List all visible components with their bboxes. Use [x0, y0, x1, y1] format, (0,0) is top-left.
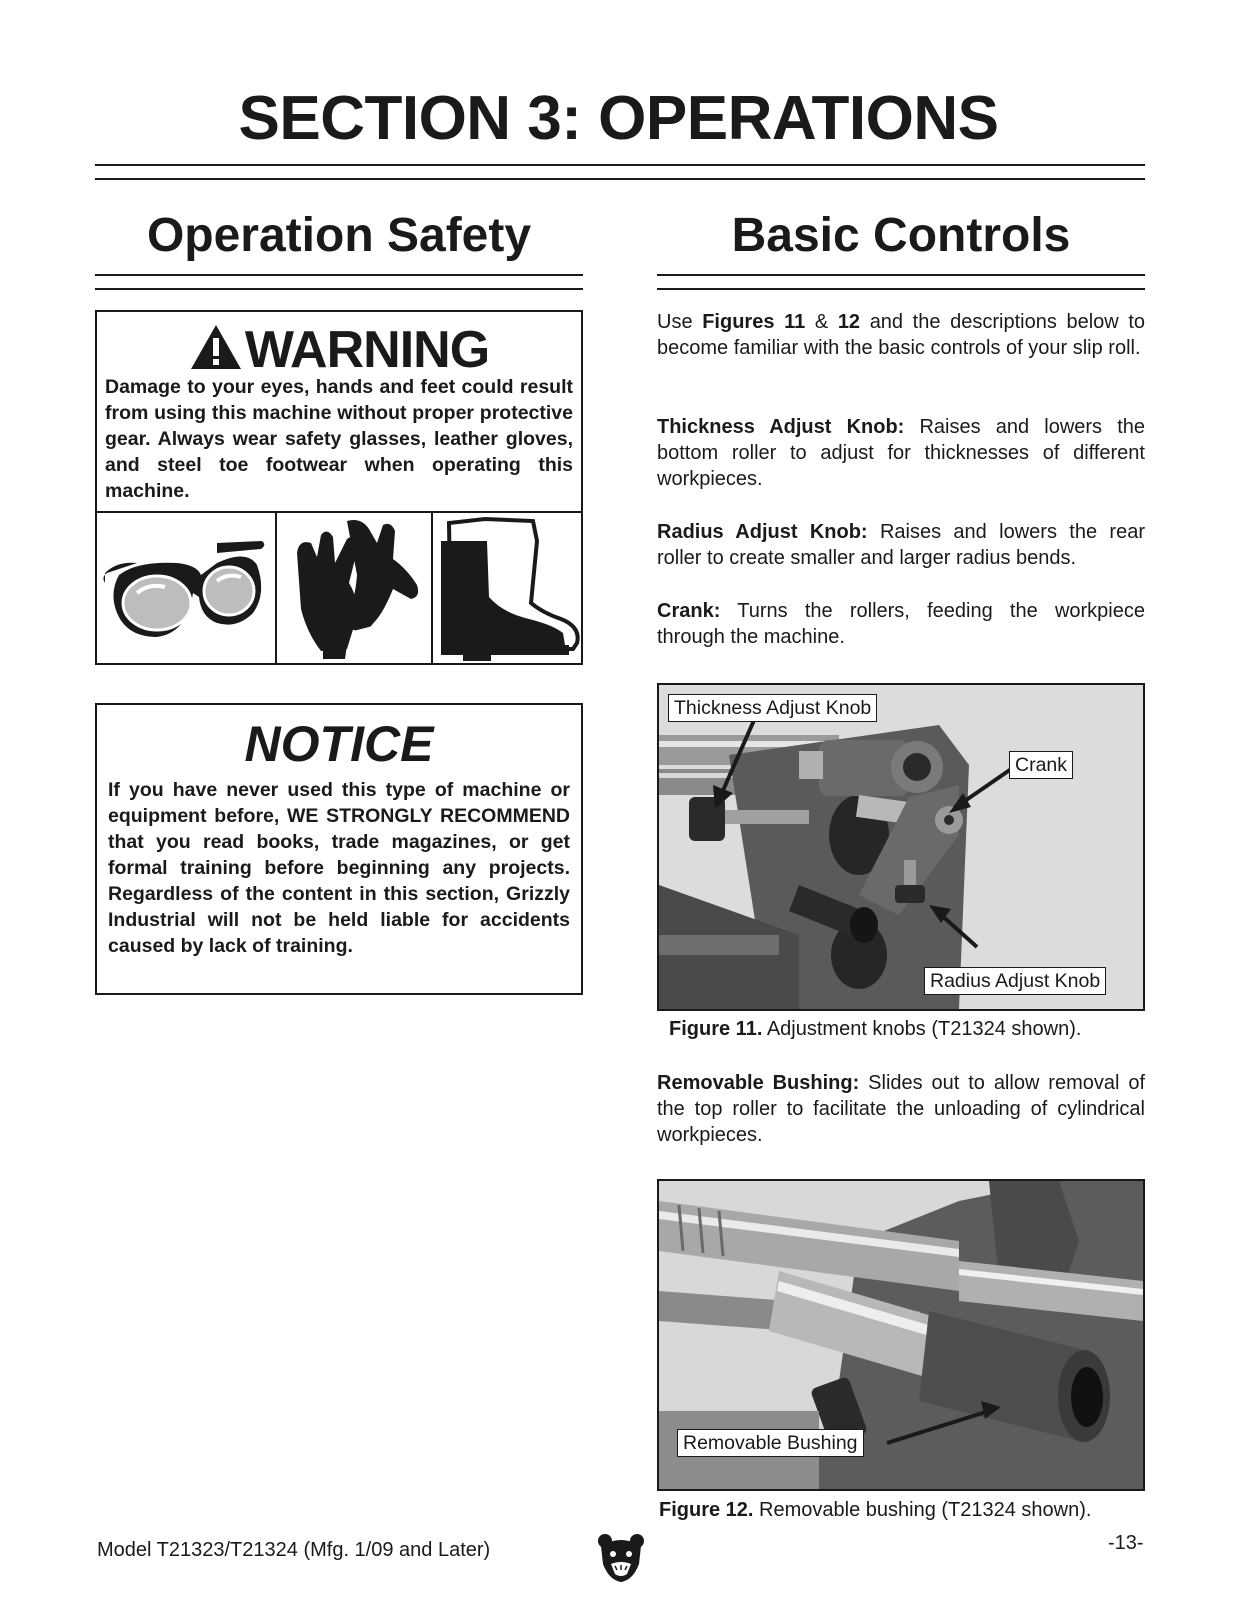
safety-glasses-icon: [97, 513, 271, 663]
intro-text-amp: &: [805, 311, 838, 333]
figure-12-caption-text: Removable bushing (T21324 shown).: [753, 1499, 1092, 1521]
notice-text: If you have never used this type of machine or equipment before, WE STRONGLY RECOMMEND that you read books, trade magazines, or get formal training before beginning any projects. Regardless of the content in this section, Grizzly Industrial will not be held liable for accidents caused by lack of training.: [108, 779, 570, 957]
ppe-cell-glasses: [97, 513, 275, 663]
intro-figure-ref-a: Figures 11: [702, 311, 806, 333]
warning-title: [97, 318, 581, 382]
slip-roll-knobs-illustration: [659, 685, 1143, 1009]
footer-page-number: -13-: [1108, 1532, 1144, 1554]
steel-toe-boot-icon: [433, 513, 583, 663]
removable-bushing-paragraph: [657, 1070, 1145, 1148]
figure-11-image: [657, 683, 1145, 1011]
intro-figure-ref-b: 12: [837, 311, 861, 333]
right-heading-rule-top: [657, 274, 1145, 276]
ppe-cell-boot: [431, 513, 581, 663]
crank-desc: Turns the rollers, feeding the workpiece through the machine.: [657, 600, 1145, 648]
page-title: SECTION 3: OPERATIONS: [238, 84, 999, 153]
thickness-knob-term: Thickness Adjust Knob:: [657, 416, 905, 438]
notice-box: [95, 703, 583, 995]
grizzly-bear-logo-icon: [597, 1532, 645, 1584]
left-heading-rule-top: [95, 274, 583, 276]
figure-11-caption-text: Adjustment knobs (T21324 shown).: [762, 1018, 1082, 1040]
ppe-cell-gloves: [275, 513, 431, 663]
figure-11-label: Figure 11.: [669, 1018, 763, 1040]
figure-11-caption: [669, 1016, 1081, 1042]
callout-radius-adjust-knob: Radius Adjust Knob: [924, 967, 1106, 995]
callout-crank: Crank: [1009, 751, 1073, 779]
thickness-knob-desc: Raises and lowers the bottom roller to adjust for thicknesses of different workpieces.: [657, 416, 1146, 490]
warning-text: Damage to your eyes, hands and feet could result from using this machine without proper protective gear. Always wear safety glasses, leather gloves, and steel toe footwear when operating this machine.: [105, 376, 573, 502]
intro-paragraph: [657, 309, 1145, 361]
removable-bushing-desc: Slides out to allow removal of the top roller to facilitate the unloading of cylindrical workpieces.: [657, 1072, 1145, 1146]
radius-knob-paragraph: [657, 519, 1145, 571]
left-heading-rule-bottom: [95, 288, 583, 290]
title-rule-bottom: [95, 178, 1145, 180]
basic-controls-heading: Basic Controls: [731, 209, 1071, 262]
title-rule-top: [95, 164, 1145, 166]
figure-12-image: [657, 1179, 1145, 1491]
crank-paragraph: [657, 598, 1145, 650]
figure-12-label: Figure 12.: [659, 1499, 754, 1521]
notice-title: NOTICE: [244, 716, 434, 772]
radius-knob-desc: Raises and lowers the rear roller to create smaller and larger radius bends.: [657, 521, 1145, 569]
warning-title-text: WARNING: [244, 321, 490, 379]
callout-removable-bushing: Removable Bushing: [677, 1429, 864, 1457]
radius-knob-term: Radius Adjust Knob:: [657, 521, 868, 543]
warning-triangle-icon: [189, 323, 243, 371]
figure-12-caption: [659, 1497, 1091, 1523]
intro-text-pre: Use: [657, 311, 703, 333]
intro-text-post: and the descriptions below to become familiar with the basic controls of your slip roll.: [657, 311, 1146, 359]
footer-model: Model T21323/T21324 (Mfg. 1/09 and Later): [97, 1539, 491, 1561]
removable-bushing-term: Removable Bushing:: [657, 1072, 860, 1094]
operation-safety-heading: Operation Safety: [146, 209, 532, 262]
callout-thickness-adjust-knob: Thickness Adjust Knob: [668, 694, 877, 722]
warning-box: [95, 310, 583, 513]
ppe-icons-row: [95, 511, 583, 665]
crank-term: Crank:: [657, 600, 721, 622]
right-heading-rule-bottom: [657, 288, 1145, 290]
thickness-knob-paragraph: [657, 414, 1145, 492]
leather-gloves-icon: [277, 513, 429, 663]
